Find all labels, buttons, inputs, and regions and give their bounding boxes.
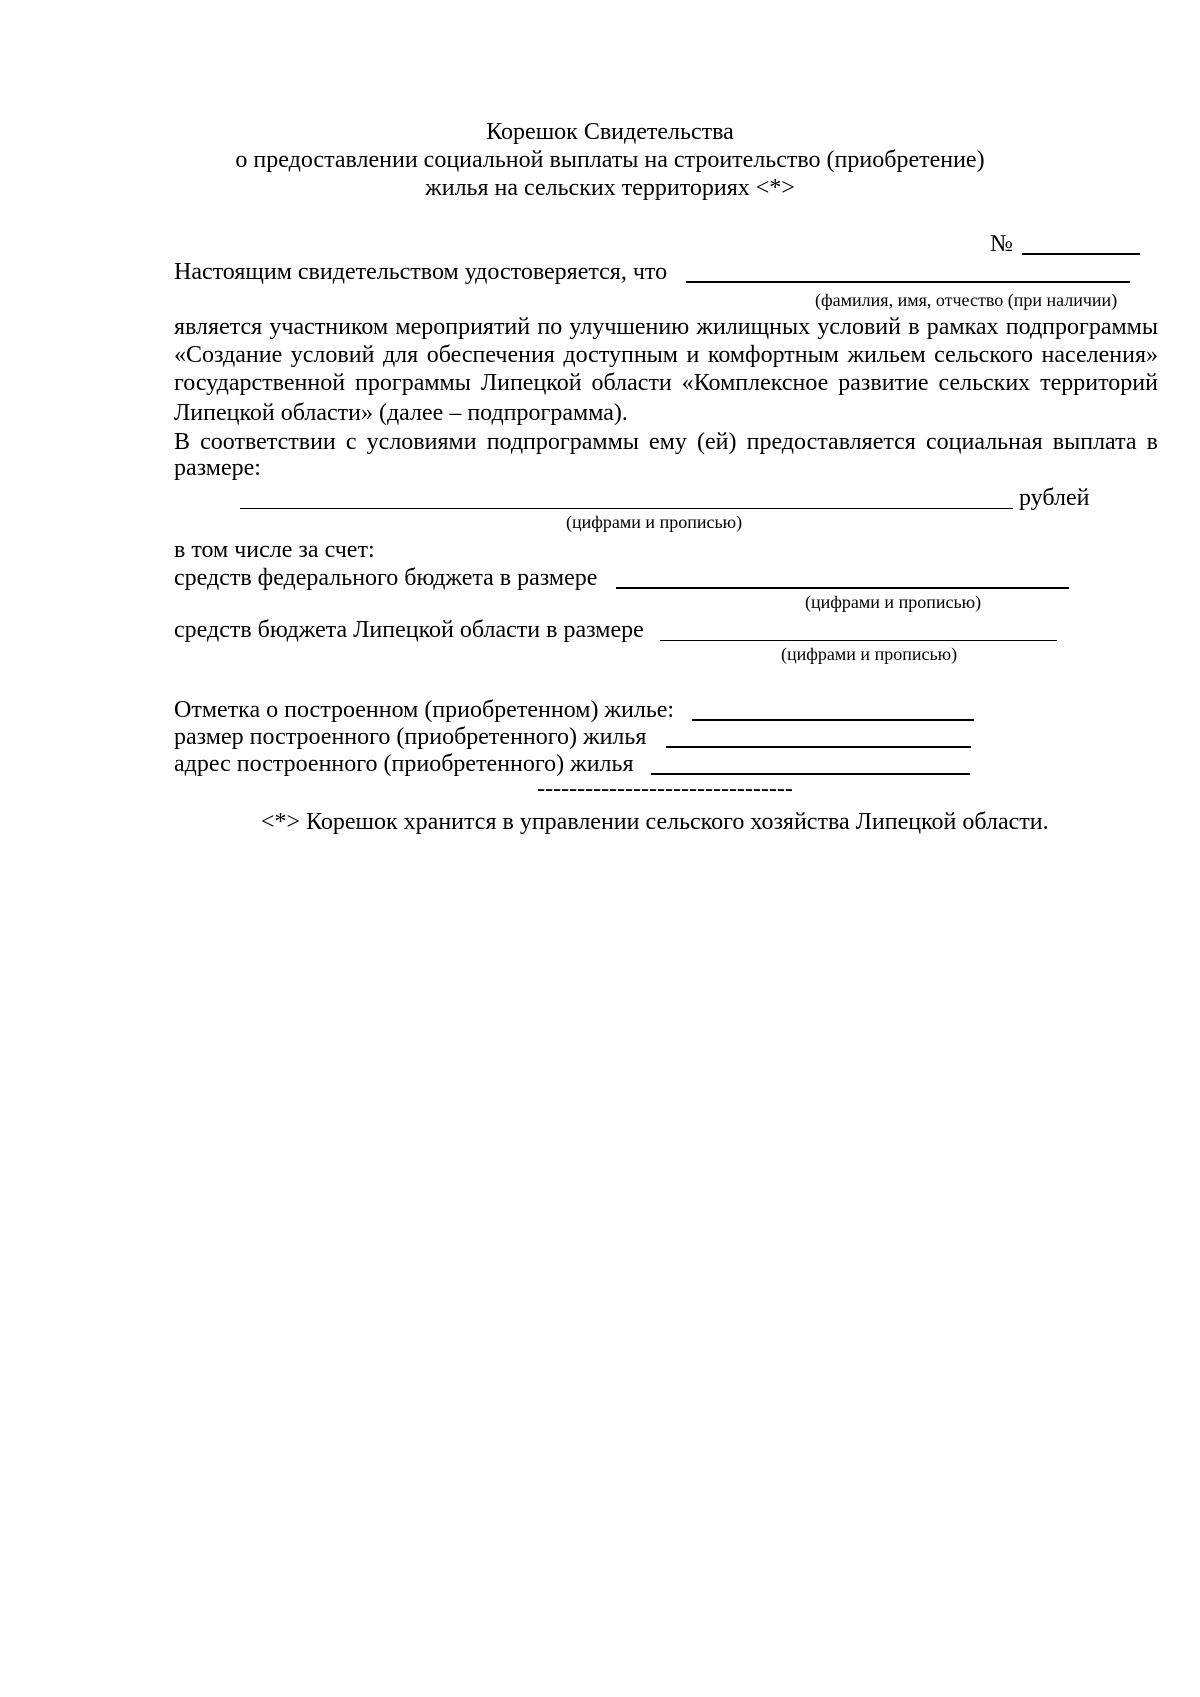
regional-budget-label: средств бюджета Липецкой области в размере (174, 617, 644, 643)
fullname-field-line[interactable] (686, 281, 1130, 283)
housing-size-label: размер построенного (приобретенного) жилья (174, 724, 647, 750)
funding-intro: в том числе за счет: (174, 537, 375, 563)
certify-lead-text: Настоящим свидетельством удостоверяется, что (174, 259, 668, 285)
paragraph-1-line-3: государственной программы Липецкой области «Комплексное развитие сельских территорий (174, 370, 1158, 396)
federal-budget-field-line[interactable] (616, 587, 1069, 589)
paragraph-1-line-2: «Создание условий для обеспечения доступным и комфортным жильем сельского населения» (174, 342, 1158, 368)
amount-field-line[interactable] (240, 508, 1013, 509)
federal-budget-label: средств федерального бюджета в размере (174, 565, 598, 591)
amount-caption: (цифрами и прописью) (566, 512, 743, 532)
housing-size-field-line[interactable] (666, 746, 971, 748)
amount-unit: рублей (1019, 485, 1090, 511)
regional-budget-caption: (цифрами и прописью) (781, 644, 958, 664)
fullname-caption: (фамилия, имя, отчество (при наличии) (815, 290, 1118, 310)
housing-mark-field-line[interactable] (692, 719, 974, 721)
housing-mark-label: Отметка о построенном (приобретенном) жилье: (174, 697, 675, 723)
number-field-line[interactable] (1022, 253, 1140, 255)
federal-budget-caption: (цифрами и прописью) (805, 592, 982, 612)
doc-subtitle-line-2: жилья на сельских территориях <*> (425, 175, 795, 201)
regional-budget-field-line[interactable] (660, 640, 1057, 641)
paragraph-1-line-1: является участником мероприятий по улучшению жилищных условий в рамках подпрограммы (174, 314, 1158, 340)
paragraph-1-line-4: Липецкой области» (далее – подпрограмма). (174, 400, 628, 426)
number-label: № (990, 231, 1013, 257)
paragraph-2-line-2: размере: (174, 455, 261, 481)
housing-address-label: адрес построенного (приобретенного) жилья (174, 751, 634, 777)
footnote: <*> Корешок хранится в управлении сельского хозяйства Липецкой области. (261, 809, 1049, 835)
doc-title: Корешок Свидетельства (486, 119, 734, 145)
footnote-separator: -------------------------------- (537, 776, 793, 802)
doc-subtitle-line-1: о предоставлении социальной выплаты на строительство (приобретение) (235, 147, 985, 173)
paragraph-2-line-1: В соответствии с условиями подпрограммы ему (ей) предоставляется социальная выплата в (174, 429, 1158, 455)
